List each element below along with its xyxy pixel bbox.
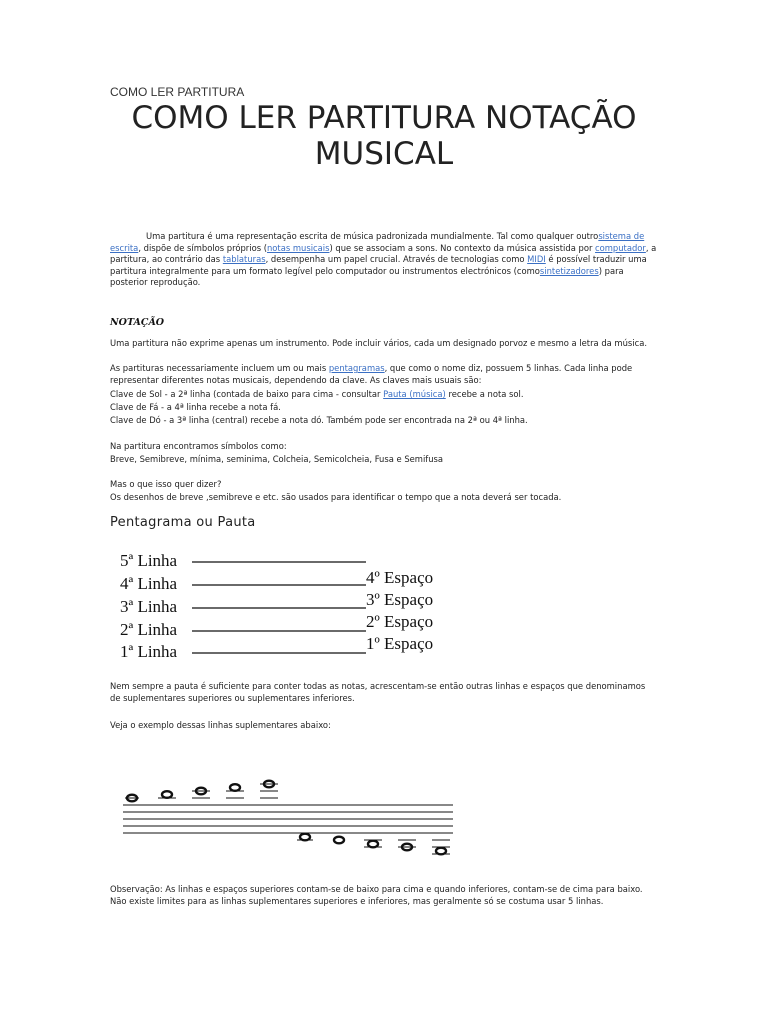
whole-note	[436, 848, 446, 855]
link-notas-musicais[interactable]: notas musicais	[267, 242, 330, 253]
observacao-paragraph: Observação: As linhas e espaços superiores contam-se de baixo para cima e quando inferiores, contam-se de cima para baixo. Não existe limites para as linhas suplementares superiores e inferiores, mas geralmente só se costuma usar 5 linhas.	[110, 884, 643, 906]
staff-space-label: 4º Espaço	[366, 568, 434, 587]
link-sintetizadores[interactable]: sintetizadores	[539, 265, 599, 276]
notacao-p1: Uma partitura não exprime apenas um instrumento. Pode incluir vários, cada um designado porvoz e mesmo a letra da música.	[110, 338, 647, 348]
staff-line-label: 5ª Linha	[120, 551, 178, 570]
link-computador[interactable]: computador	[595, 242, 646, 253]
link-midi[interactable]: MIDI	[527, 254, 546, 264]
staff-space-label: 2º Espaço	[366, 612, 434, 631]
staff-line-label: 2ª Linha	[120, 620, 178, 639]
staff-line-label: 4ª Linha	[120, 574, 178, 593]
notacao-p4: Clave de Fá - a 4ª linha recebe a nota fá.	[110, 402, 281, 412]
notacao-p6: Na partitura encontramos símbolos como:	[110, 441, 287, 451]
notacao-p9: Os desenhos de breve ,semibreve e etc. são usados para identificar o tempo que a nota deverá ser tocada.	[110, 492, 562, 502]
whole-note	[368, 841, 378, 848]
whole-note	[162, 791, 172, 798]
link-sistema-de-escrita[interactable]: sistema de escrita	[110, 231, 645, 253]
whole-note	[300, 834, 310, 841]
suplementares-p1: Nem sempre a pauta é suficiente para conter todas as notas, acrescentam-se então outras linhas e espaços que denominamos de suplementares superiores ou suplementares inferiores.	[110, 681, 646, 703]
section-heading-pentagrama: Pentagrama ou Pauta	[110, 515, 256, 530]
page-title: COMO LER PARTITURA NOTAÇÃO MUSICAL	[131, 100, 637, 172]
whole-note	[230, 784, 240, 791]
notacao-p8: Mas o que isso quer dizer?	[110, 479, 222, 489]
staff-space-label: 3º Espaço	[366, 590, 434, 609]
ledger-lines-figure	[118, 775, 463, 860]
staff-space-label: 1º Espaço	[366, 634, 434, 653]
link-tablaturas[interactable]: tablaturas	[222, 254, 266, 264]
breadcrumb-title: COMO LER PARTITURA	[110, 85, 245, 99]
staff-line-label: 1ª Linha	[120, 642, 178, 661]
link-pentagramas[interactable]: pentagramas	[328, 363, 385, 373]
notacao-p2: As partituras necessariamente incluem um ou mais pentagramas, que como o nome diz, possuem 5 linhas. Cada linha pode representar diferentes notas musicais, dependendo da clave. As claves mais usuais são:	[110, 363, 633, 385]
notacao-p7: Breve, Semibreve, mínima, seminima, Colcheia, Semicolcheia, Fusa e Semifusa	[110, 454, 444, 464]
whole-note	[334, 837, 344, 844]
notacao-p5: Clave de Dó - a 3ª linha (central) recebe a nota dó. Também pode ser encontrada na 2ª ou 4ª linha.	[110, 415, 528, 425]
link-pauta-musica[interactable]: Pauta (música)	[383, 389, 446, 399]
suplementares-p2: Veja o exemplo dessas linhas suplementares abaixo:	[110, 720, 331, 730]
section-heading-notacao: NOTAÇÃO	[110, 317, 165, 328]
notacao-p3: Clave de Sol - a 2ª linha (contada de baixo para cima - consultar Pauta (música) recebe a nota sol.	[110, 389, 524, 399]
staff-line-label: 3ª Linha	[120, 597, 178, 616]
intro-paragraph: Uma partitura é uma representação escrita de música padronizada mundialmente. Tal como qualquer outrosistema de escrita, dispõe de símbolos próprios (notas musicais) que se associam a sons. No contexto da música assistida por computador, a partitura, ao contrário das tablaturas, desempenha um papel crucial. Através de tecnologias como MIDI é possível traduzir uma partitura integralmente para um formato legível pelo computador ou instrumentos electrónicos (comosintetizadores) para posterior reprodução.	[110, 231, 657, 287]
pentagrama-figure	[118, 546, 458, 664]
